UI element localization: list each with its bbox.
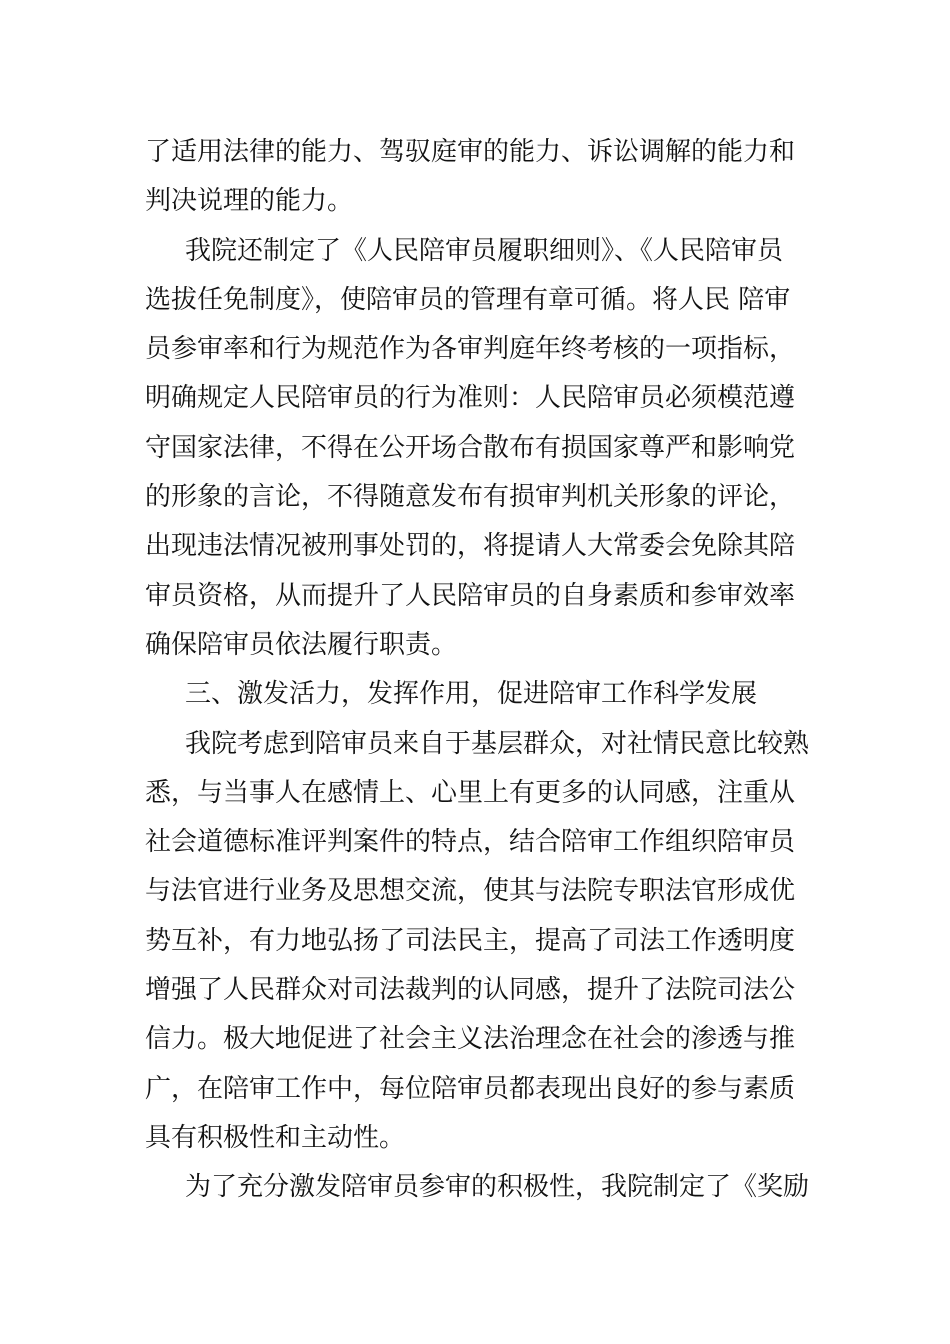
text-line: 增强了人民群众对司法裁判的认同感，提升了法院司法公 [145, 975, 796, 1006]
text-line: 出现违法情况被刑事处罚的，将提请人大常委会免除其陪 [145, 531, 796, 562]
text-line: 悉，与当事人在感情上、心里上有更多的认同感，注重从 [145, 777, 796, 808]
paragraph-start-line: 为了充分激发陪审员参审的积极性，我院制定了《奖励 [185, 1172, 810, 1203]
text-line: 具有积极性和主动性。 [145, 1122, 406, 1153]
paragraph-start-line: 我院考虑到陪审员来自于基层群众，对社情民意比较熟 [185, 728, 810, 759]
text-line: 与法官进行业务及思想交流，使其与法院专职法官形成优 [145, 876, 796, 907]
text-line: 广，在陪审工作中，每位陪审员都表现出良好的参与素质 [145, 1073, 796, 1104]
paragraph-start-line: 我院还制定了《人民陪审员履职细则》、《人民陪审员 [185, 235, 784, 266]
text-line: 判决说理的能力。 [145, 186, 354, 217]
body-text [145, 128, 815, 1213]
text-line: 信力。极大地促进了社会主义法治理念在社会的渗透与推 [145, 1024, 796, 1055]
text-line: 势互补，有力地弘扬了司法民主，提高了司法工作透明度 [145, 925, 796, 956]
text-line: 了适用法律的能力、驾驭庭审的能力、诉讼调解的能力和 [145, 137, 796, 167]
text-line: 确保陪审员依法履行职责。 [145, 629, 458, 660]
text-line: 明确规定人民陪审员的行为准则：人民陪审员必须模范遵 [145, 383, 796, 414]
text-line: 员参审率和行为规范作为各审判庭年终考核的一项指标， [145, 334, 796, 365]
section-heading: 三、激发活力，发挥作用，促进陪审工作科学发展 [185, 679, 758, 710]
text-line: 社会道德标准评判案件的特点，结合陪审工作组织陪审员 [145, 827, 796, 858]
text-line: 审员资格，从而提升了人民陪审员的自身素质和参审效率 [145, 580, 796, 611]
text-line: 选拔任免制度》，使陪审员的管理有章可循。将人民 陪审 [145, 284, 791, 315]
text-line: 的形象的言论，不得随意发布有损审判机关形象的评论， [145, 482, 796, 513]
text-line: 守国家法律，不得在公开场合散布有损国家尊严和影响党 [145, 432, 796, 463]
